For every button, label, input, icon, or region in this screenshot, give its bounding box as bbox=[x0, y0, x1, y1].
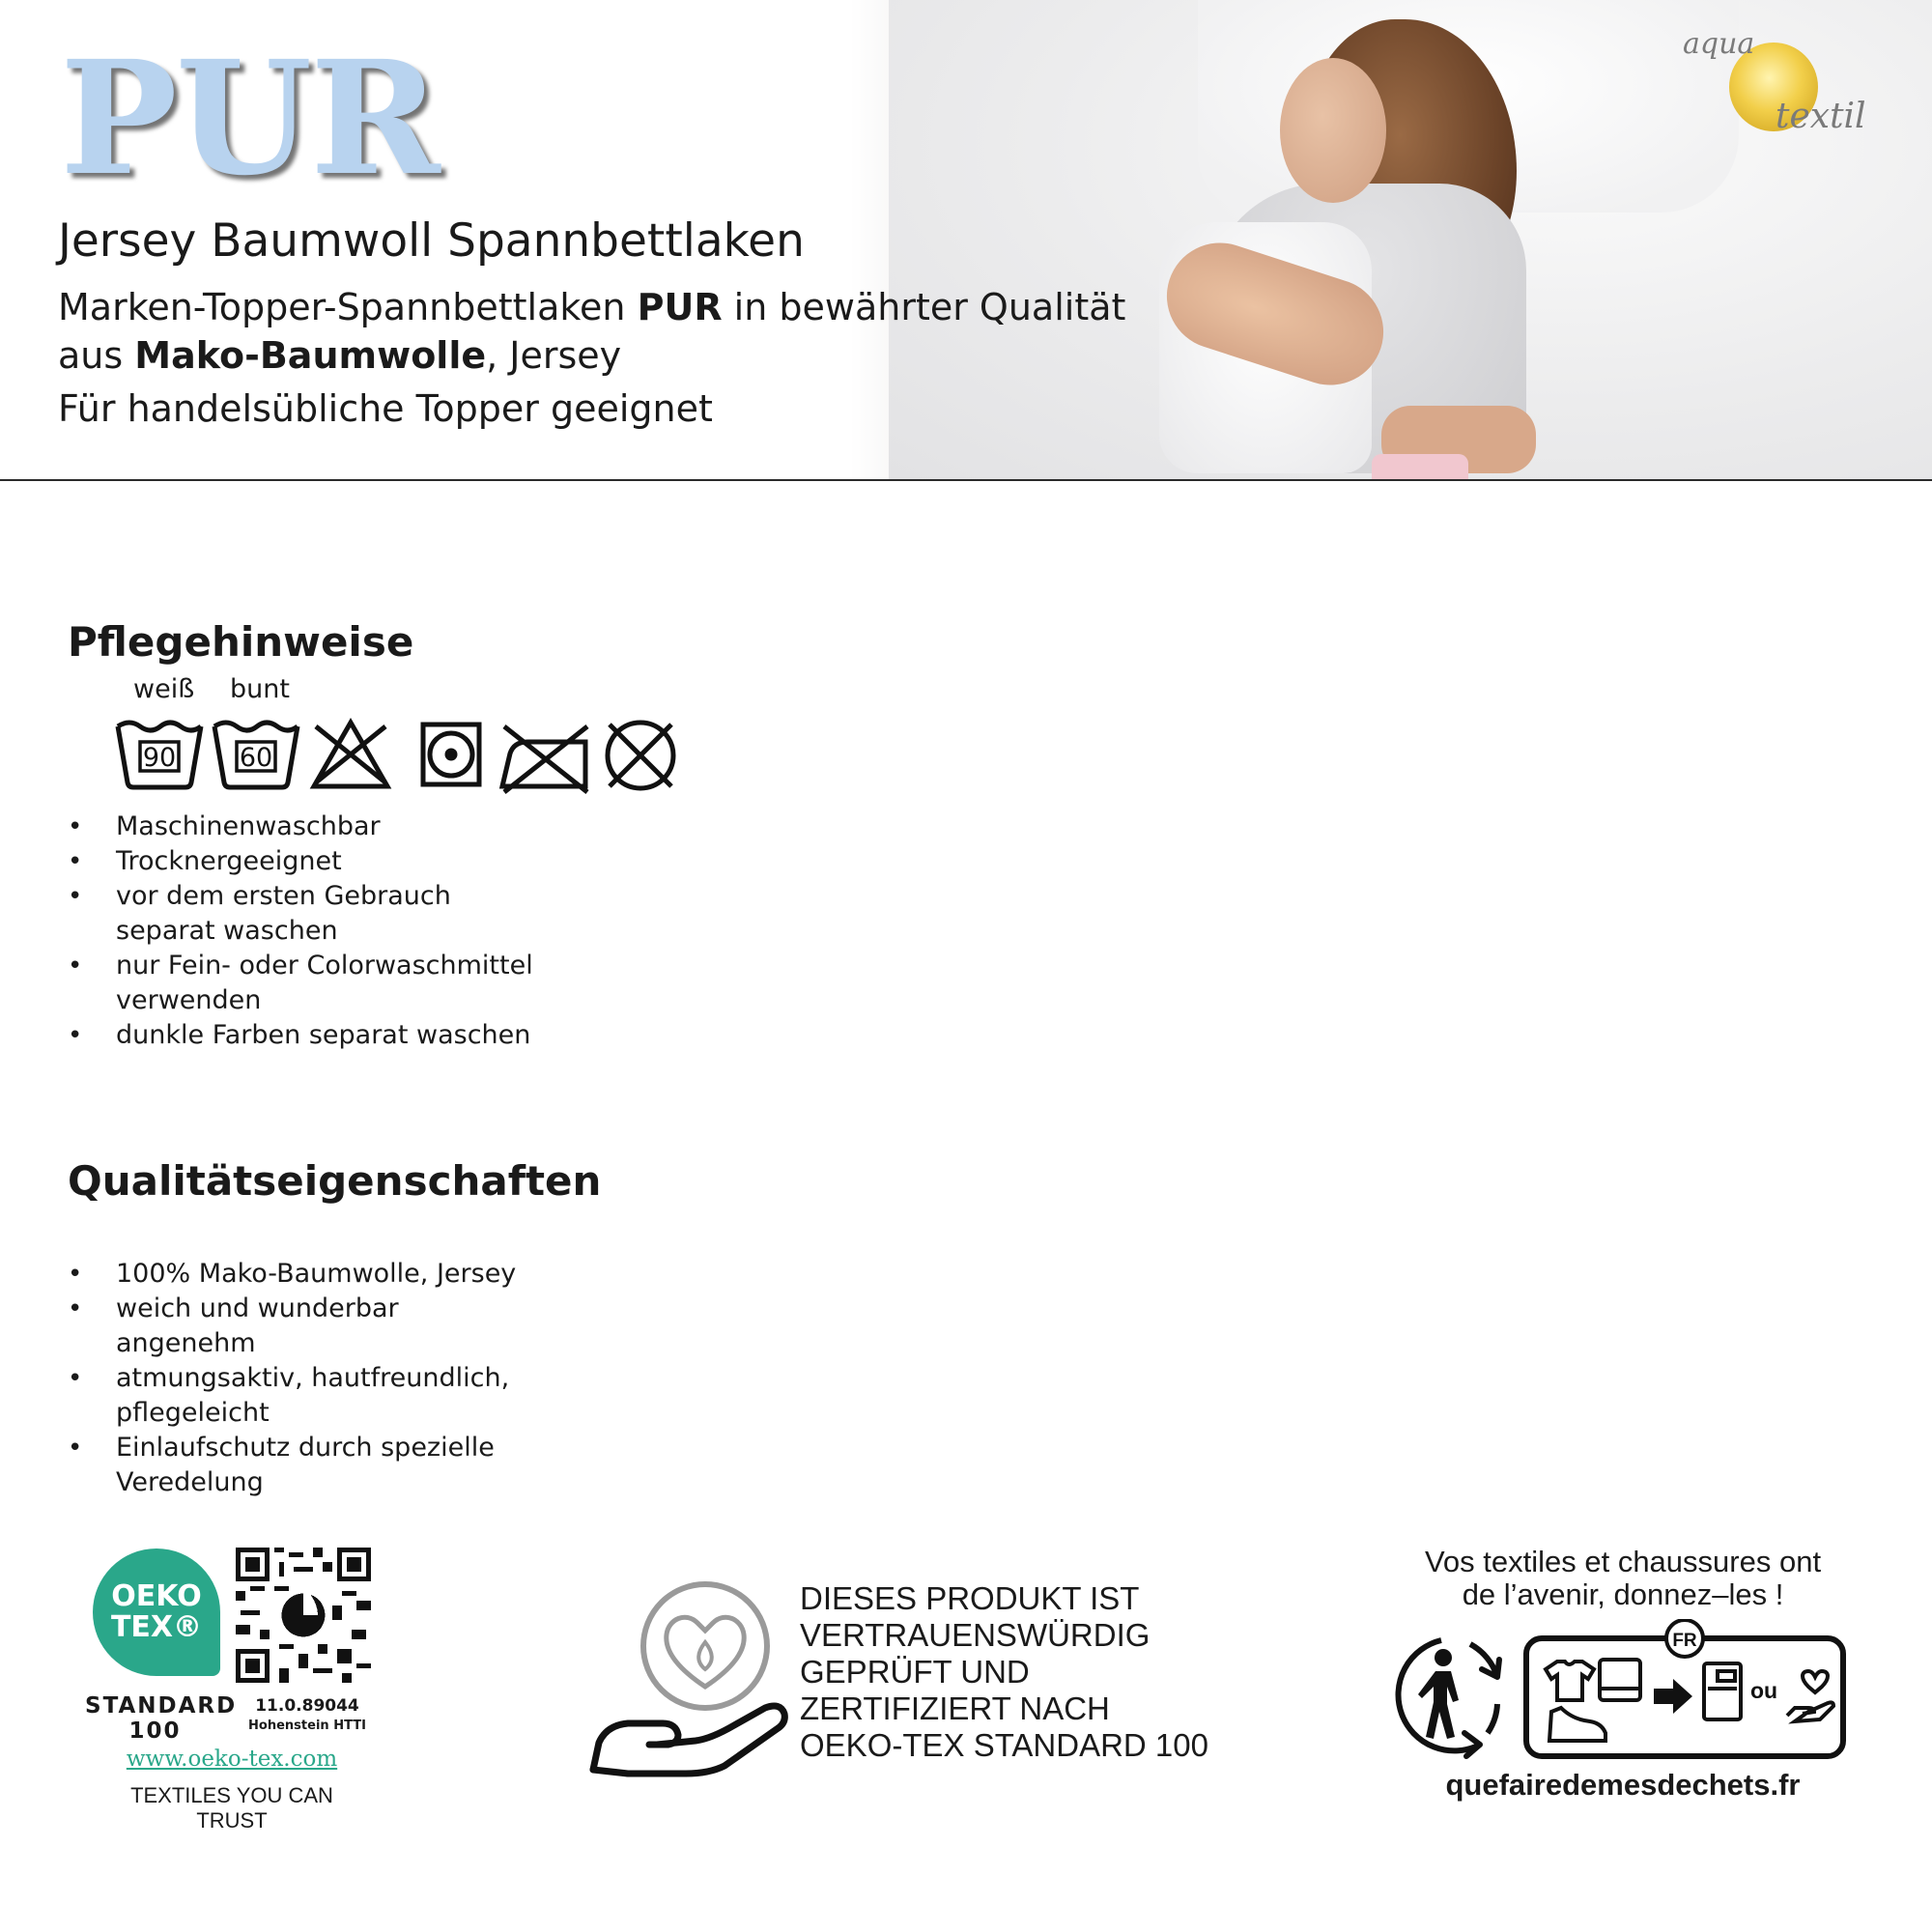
list-item: • weich und wunderbar angenehm bbox=[68, 1292, 541, 1361]
pajama-image bbox=[1372, 454, 1468, 479]
list-item: • vor dem ersten Gebrauch separat waschen bbox=[68, 879, 541, 949]
recycling-info-graphic bbox=[1383, 1619, 1849, 1764]
care-symbols bbox=[114, 715, 684, 802]
recycling-title: Vos textiles et chaussures ont de l’avenir, donnez–les ! bbox=[1424, 1545, 1822, 1611]
no-bleach-icon bbox=[314, 723, 387, 786]
care-heading: Pflegehinweise bbox=[68, 618, 414, 666]
aqua-textil-logo-bottom: textil bbox=[1776, 97, 1866, 136]
label-white: weiß bbox=[133, 674, 195, 704]
shoe-icon bbox=[1549, 1708, 1605, 1741]
no-iron-icon bbox=[502, 726, 587, 792]
wash-60-label: 60 bbox=[239, 743, 273, 773]
quality-heading: Qualitätseigenschaften bbox=[68, 1157, 602, 1205]
oeko-tex-tagline: TEXTILES YOU CAN TRUST bbox=[130, 1783, 333, 1833]
label-colored: bunt bbox=[230, 674, 290, 704]
list-item: • nur Fein- oder Colorwaschmittel verwenden bbox=[68, 949, 541, 1018]
description-line-1: Marken-Topper-Spannbettlaken PUR in bewährter Qualität bbox=[58, 286, 1126, 328]
tshirt-icon bbox=[1546, 1662, 1594, 1700]
list-item: • Trocknergeeignet bbox=[68, 844, 541, 879]
list-item: • Einlaufschutz durch spezielle Veredelung bbox=[68, 1431, 541, 1500]
product-title: Jersey Baumwoll Spannbettlaken bbox=[58, 214, 805, 268]
towel-icon bbox=[1600, 1660, 1640, 1700]
aqua-textil-logo-top: aqua bbox=[1683, 27, 1755, 61]
wash-90-label: 90 bbox=[142, 743, 177, 773]
hand-heart-icon bbox=[1787, 1671, 1833, 1721]
care-list bbox=[68, 810, 541, 1053]
quality-list bbox=[68, 1257, 541, 1500]
arrow-icon bbox=[1654, 1679, 1692, 1714]
oeko-tex-logo-line1: OEKO bbox=[111, 1579, 202, 1613]
or-label: ou bbox=[1749, 1678, 1778, 1703]
trust-statement: DIESES PRODUKT IST VERTRAUENSWÜRDIG GEPRÜFT UND ZERTIFIZIERT NACH OEKO-TEX STANDARD 100 bbox=[800, 1580, 1208, 1763]
list-item: • 100% Mako-Baumwolle, Jersey bbox=[68, 1257, 541, 1292]
oeko-tex-logo-line2: TEX® bbox=[110, 1610, 203, 1644]
tumble-dry-icon bbox=[423, 724, 479, 784]
list-item: • atmungsaktiv, hautfreundlich, pflegeleicht bbox=[68, 1361, 541, 1431]
oeko-tex-link[interactable]: www.oeko-tex.com bbox=[126, 1747, 338, 1772]
qr-code-icon[interactable] bbox=[236, 1548, 371, 1683]
woman-face-image bbox=[1280, 58, 1386, 203]
country-badge: FR bbox=[1672, 1631, 1697, 1651]
description-line-3: Für handelsübliche Topper geeignet bbox=[58, 387, 713, 430]
header-divider bbox=[0, 479, 1932, 481]
list-item: • Maschinenwaschbar bbox=[68, 810, 541, 844]
brand-logo: PUR bbox=[60, 27, 439, 211]
trusted-product-icon bbox=[589, 1573, 792, 1785]
description-line-2: aus Mako-Baumwolle, Jersey bbox=[58, 334, 622, 377]
donation-bin-icon bbox=[1704, 1663, 1741, 1719]
oeko-tex-standard: STANDARD 100 bbox=[85, 1693, 238, 1744]
oeko-tex-cert-id: 11.0.89044 bbox=[255, 1696, 359, 1716]
recycling-link[interactable]: quefairedemesdechets.fr bbox=[1445, 1768, 1801, 1802]
no-dry-clean-icon bbox=[608, 723, 673, 788]
oeko-tex-institute: Hohenstein HTTI bbox=[248, 1719, 366, 1733]
list-item: • dunkle Farben separat waschen bbox=[68, 1018, 541, 1053]
person-icon bbox=[1418, 1649, 1459, 1739]
